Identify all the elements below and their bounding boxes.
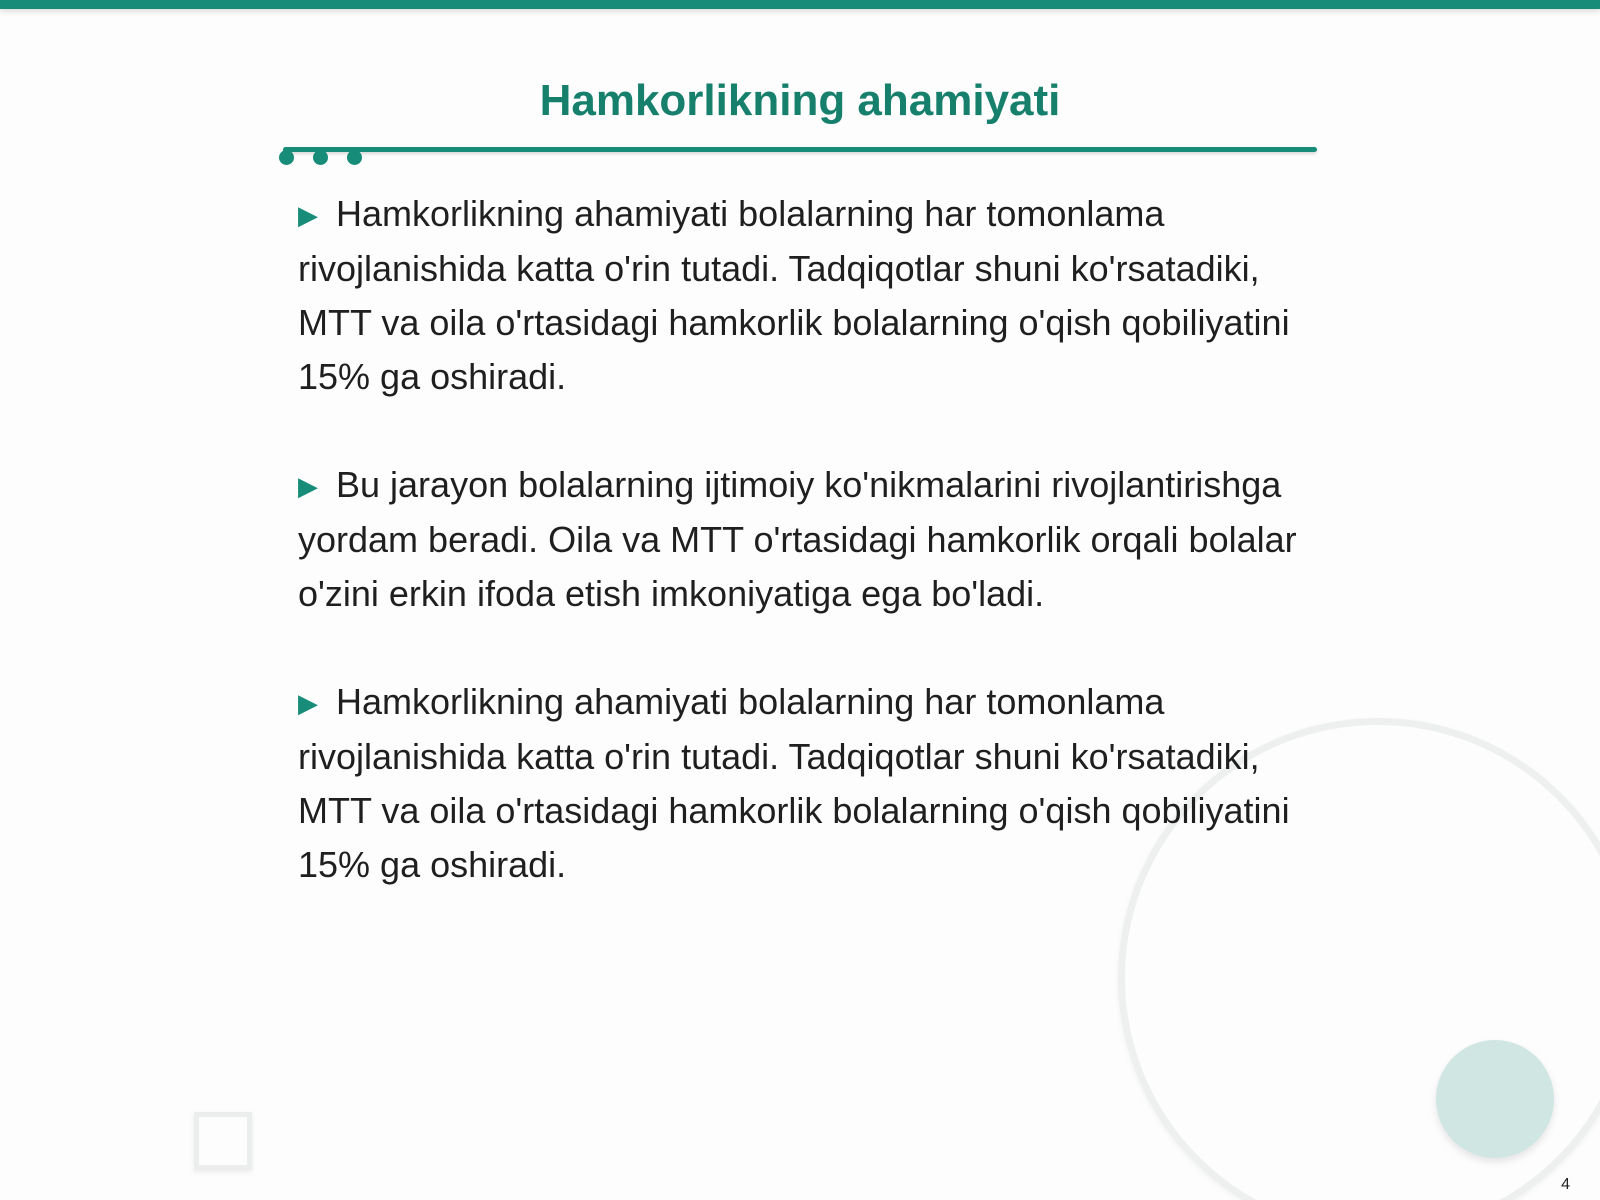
underline-dot bbox=[313, 150, 328, 165]
title-underline bbox=[283, 147, 1317, 152]
bullet-text: Bu jarayon bolalarning ijtimoiy ko'nikmalarini rivojlantirishga yordam beradi. Oila va MTT o'rtasidagi hamkorlik orqali bolalar o'zini erkin ifoda etish imkoniyatiga ega bo'ladi. bbox=[298, 464, 1297, 614]
bullet-item bbox=[298, 187, 1318, 404]
decorative-square bbox=[194, 1112, 252, 1170]
triangle-right-icon: ▶ bbox=[298, 688, 318, 718]
top-accent-bar bbox=[0, 0, 1600, 9]
bullet-item bbox=[298, 675, 1318, 892]
triangle-right-icon: ▶ bbox=[298, 471, 318, 501]
slide-title: Hamkorlikning ahamiyati bbox=[539, 76, 1061, 125]
bullet-text: Hamkorlikning ahamiyati bolalarning har tomonlama rivojlanishida katta o'rin tutadi. Tadqiqotlar shuni ko'rsatadiki, MTT va oila o'rtasidagi hamkorlik bolalarning o'qish qobiliyatini 15% ga oshiradi. bbox=[298, 193, 1290, 397]
decorative-circle bbox=[1436, 1040, 1554, 1158]
bullet-list bbox=[298, 187, 1318, 946]
underline-dot bbox=[347, 150, 362, 165]
bullet-item bbox=[298, 458, 1318, 621]
underline-dot bbox=[279, 150, 294, 165]
bullet-text: Hamkorlikning ahamiyati bolalarning har tomonlama rivojlanishida katta o'rin tutadi. Tadqiqotlar shuni ko'rsatadiki, MTT va oila o'rtasidagi hamkorlik bolalarning o'qish qobiliyatini 15% ga oshiradi. bbox=[298, 681, 1290, 885]
triangle-right-icon: ▶ bbox=[298, 200, 318, 230]
page-number: 4 bbox=[1561, 1176, 1570, 1193]
